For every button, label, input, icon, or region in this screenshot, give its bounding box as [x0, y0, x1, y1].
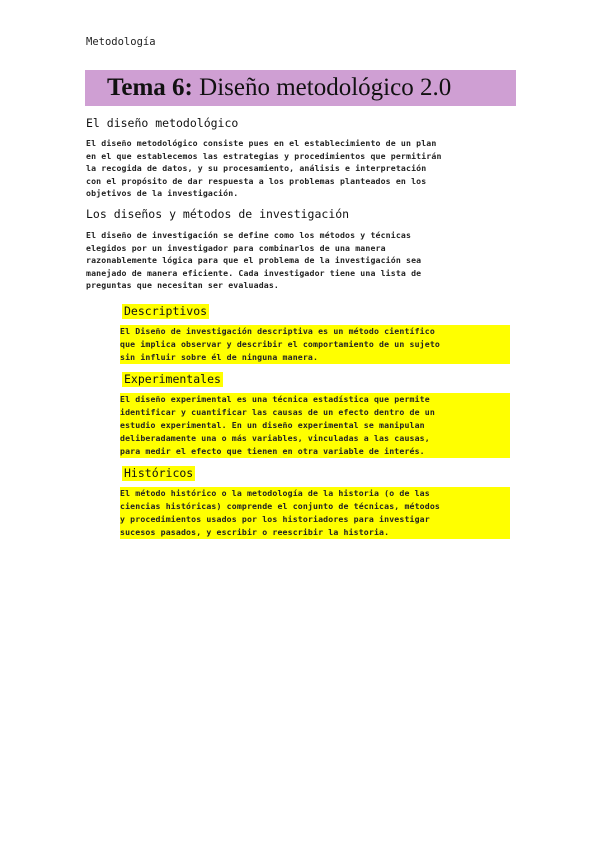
section2-paragraph [86, 229, 516, 292]
type-line: El método histórico o la metodología de la historia (o de las [120, 488, 430, 498]
title-text: Diseño metodológico 2.0 [192, 74, 452, 101]
section2-line: razonablemente lógica para que el problema de la investigación sea [86, 255, 422, 265]
section1-heading: El diseño metodológico [86, 116, 239, 130]
section1-line: la recogida de datos, y su procesamiento, análisis e interpretación [86, 163, 427, 173]
section2-line: elegidos por un investigador para combinarlos de una manera [86, 242, 386, 253]
type-line: El Diseño de investigación descriptiva es un método científico [120, 326, 435, 336]
type-line: y procedimientos usados por los historiadores para investigar [120, 514, 430, 524]
header-label: Metodología [86, 36, 156, 48]
type-paragraph [120, 325, 510, 364]
title-prefix: Tema 6: [107, 74, 193, 101]
type-line: que implica observar y describir el comportamiento de un sujeto [120, 339, 440, 349]
section1-line: con el propósito de dar respuesta a los problemas planteados en los [86, 175, 427, 186]
title-banner [85, 70, 516, 106]
type-title: Históricos [124, 466, 194, 480]
type-line: ciencias históricas) comprende el conjunto de técnicas, métodos [120, 501, 440, 511]
type-block-historicos [120, 462, 510, 539]
type-block-experimentales [120, 368, 510, 458]
type-line: sin influir sobre él de ninguna manera. [120, 352, 319, 362]
type-line: identificar y cuantificar las causas de un efecto dentro de un [120, 407, 435, 417]
type-line: El diseño experimental es una técnica estadística que permite [120, 394, 430, 404]
section1-line: objetivos de la investigación. [86, 188, 239, 198]
type-line: para medir el efecto que tienen en otra variable de interés. [120, 446, 425, 456]
type-paragraph [120, 393, 510, 458]
type-paragraph [120, 487, 510, 539]
type-block-descriptivos [120, 300, 510, 364]
section2-line: preguntas que necesitan ser evaluadas. [86, 280, 280, 290]
section2-line: El diseño de investigación se define como los métodos y técnicas [86, 230, 412, 240]
type-line: deliberadamente una o más variables, vinculadas a las causas, [120, 433, 430, 443]
type-line: sucesos pasados, y escribir o reescribir la historia. [120, 527, 390, 537]
section1-line: en el que establecemos las estrategias y procedimientos que permitirán [86, 150, 442, 161]
section2-heading: Los diseños y métodos de investigación [86, 207, 350, 221]
section2-line: manejado de manera eficiente. Cada investigador tiene una lista de [86, 267, 422, 278]
section1-line: El diseño metodológico consiste pues en el establecimiento de un plan [86, 138, 437, 148]
type-title: Experimentales [124, 372, 221, 386]
type-line: estudio experimental. En un diseño experimental se manipulan [120, 420, 425, 430]
type-title: Descriptivos [124, 304, 208, 318]
section1-paragraph [86, 137, 516, 200]
